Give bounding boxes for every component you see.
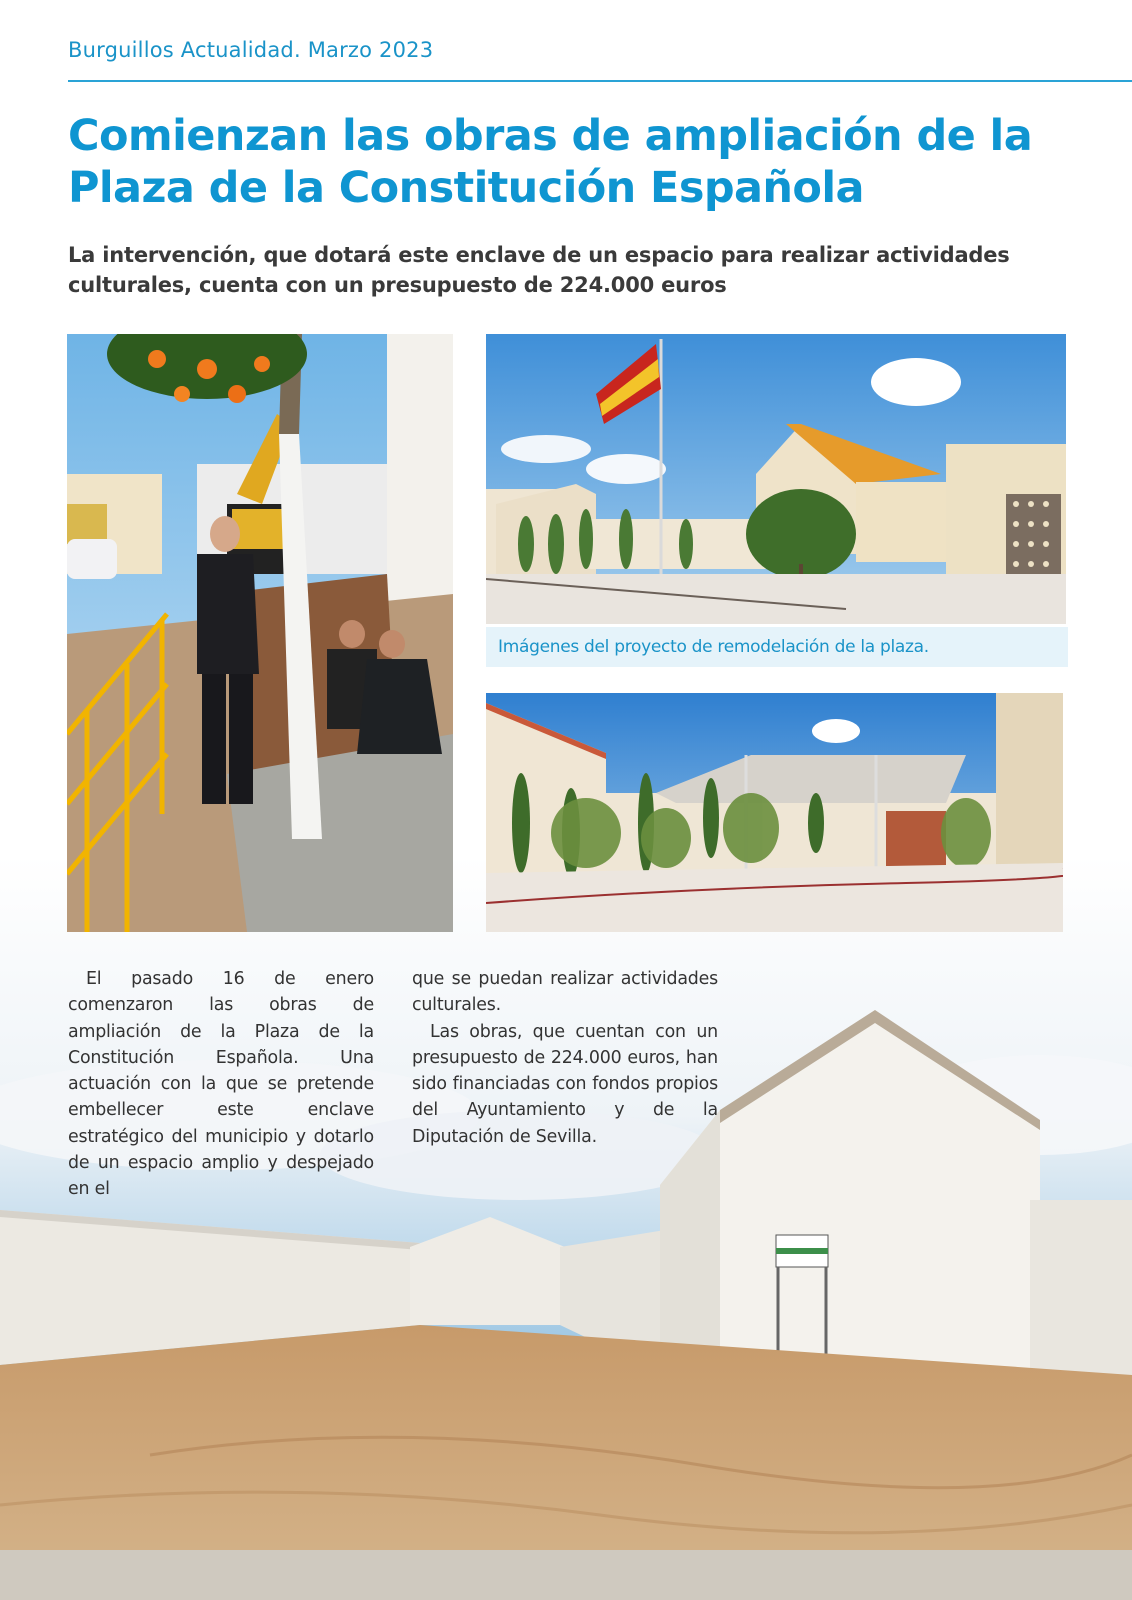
article-body-column-1 (68, 966, 374, 1203)
article-subtitle: La intervención, que dotará este enclave de un espacio para realizar actividades culturales, cuenta con un presupuesto de 224.000 euros (68, 243, 1010, 297)
header-divider (68, 80, 1132, 82)
article-paragraph: El pasado 16 de enero comenzaron las obras de ampliación de la Plaza de la Constitución Española. Una actuación con la que se pretende embellecer este enclave estratégico del municipio y dotarlo de un espacio amplio y despejado en el (68, 969, 374, 1200)
excavation-photo (67, 334, 453, 932)
render-plaza-flag (486, 334, 1066, 624)
running-header: Burguillos Actualidad. Marzo 2023 (68, 38, 434, 62)
article-body-column-2 (412, 966, 718, 1150)
article-paragraph: Las obras, que cuentan con un presupuesto de 224.000 euros, han sido financiadas con fondos propios del Ayuntamiento y de la Diputación de Sevilla. (412, 1021, 718, 1147)
article-paragraph-continuation: que se puedan realizar actividades culturales. (412, 969, 718, 1016)
render-plaza-canopy (486, 693, 1063, 932)
image-caption: Imágenes del proyecto de remodelación de la plaza. (486, 627, 1068, 667)
article-title: Comienzan las obras de ampliación de la Plaza de la Constitución Española (68, 111, 1033, 213)
